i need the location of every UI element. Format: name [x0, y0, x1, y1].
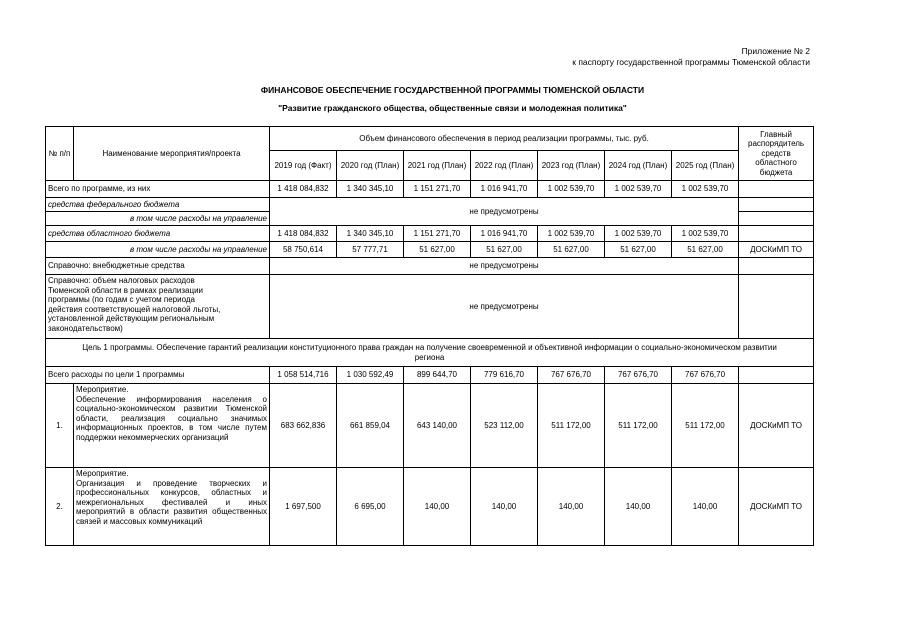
header-year-2023: 2023 год (План) [538, 151, 605, 181]
value-cell: 51 627,00 [605, 242, 672, 258]
row-total-label: Всего по программе, из них [46, 181, 270, 198]
measure-2-heading: Мероприятие. [76, 469, 129, 478]
manager-cell [739, 226, 814, 242]
value-cell: 899 644,70 [404, 367, 471, 384]
value-cell: 51 627,00 [471, 242, 538, 258]
measure-1-description [74, 384, 270, 468]
value-cell: 1 697,500 [270, 468, 337, 546]
manager-cell [739, 212, 814, 226]
value-cell: 140,00 [404, 468, 471, 546]
table-row [46, 275, 814, 339]
measure-1-text: Обеспечение информирования населения о социально-экономическом развитии Тюменской области, реализация социально значимых информационных проектов, в том числе путем поддержки некоммерческих организаций [76, 394, 267, 442]
header-year-2022: 2022 год (План) [471, 151, 538, 181]
value-cell: 767 676,70 [672, 367, 739, 384]
header-num: № п/п [46, 127, 74, 181]
header-year-2024: 2024 год (План) [605, 151, 672, 181]
header-year-2020: 2020 год (План) [337, 151, 404, 181]
appendix-line-2: к паспорту государственной программы Тюменской области [572, 57, 810, 67]
header-funding: Объем финансового обеспечения в период реализации программы, тыс. руб. [270, 127, 739, 151]
header-year-2021: 2021 год (План) [404, 151, 471, 181]
goal-text: Цель 1 программы. Обеспечение гарантий реализации конституционного права граждан на получение своевременной и объективной информации о социально-экономическом развитии региона [46, 339, 814, 367]
value-cell: 1 030 592,49 [337, 367, 404, 384]
measure-2-description [74, 468, 270, 546]
measure-2-text: Организация и проведение творческих и профессиональных конкурсов, областных и межрегиональных фестивалей и иных мероприятий в области развития общественных связей и массовых коммуникаций [76, 478, 267, 526]
value-cell: 58 750,614 [270, 242, 337, 258]
manager-cell: ДОСКиМП ТО [739, 384, 814, 468]
value-cell: 1 016 941,70 [471, 226, 538, 242]
value-cell: 511 172,00 [605, 384, 672, 468]
value-cell: 1 151 271,70 [404, 181, 471, 198]
value-cell: 511 172,00 [672, 384, 739, 468]
value-cell: 1 002 539,70 [672, 181, 739, 198]
value-cell: 767 676,70 [538, 367, 605, 384]
row-federal-sub-label: в том числе расходы на управление [46, 212, 270, 226]
manager-cell [739, 181, 814, 198]
value-cell: 140,00 [538, 468, 605, 546]
value-cell: 1 340 345,10 [337, 181, 404, 198]
value-cell: 779 616,70 [471, 367, 538, 384]
funding-table [45, 126, 814, 546]
value-cell: 643 140,00 [404, 384, 471, 468]
row-regional-label: средства областного бюджета [46, 226, 270, 242]
table-row [46, 198, 814, 212]
value-cell: 140,00 [605, 468, 672, 546]
document-title: ФИНАНСОВОЕ ОБЕСПЕЧЕНИЕ ГОСУДАРСТВЕННОЙ ПРОГРАММЫ ТЮМЕНСКОЙ ОБЛАСТИ [260, 85, 645, 95]
row-federal-label: средства федерального бюджета [46, 198, 270, 212]
value-cell: 1 002 539,70 [672, 226, 739, 242]
appendix-line-1: Приложение № 2 [741, 46, 810, 56]
header-year-2019: 2019 год (Факт) [270, 151, 337, 181]
manager-cell: ДОСКиМП ТО [739, 242, 814, 258]
header-year-2025: 2025 год (План) [672, 151, 739, 181]
value-cell: 1 340 345,10 [337, 226, 404, 242]
row-regional-mgmt-label: в том числе расходы на управление [46, 242, 270, 258]
measure-2-num: 2. [46, 468, 74, 546]
table-row [46, 384, 814, 468]
table-row [46, 226, 814, 242]
measure-1-num: 1. [46, 384, 74, 468]
value-cell: 523 112,00 [471, 384, 538, 468]
value-cell: 1 418 084,832 [270, 181, 337, 198]
extra-note: не предусмотрены [270, 258, 739, 275]
federal-note: не предусмотрены [270, 198, 739, 226]
manager-cell: ДОСКиМП ТО [739, 468, 814, 546]
header-name: Наименование мероприятия/проекта [74, 127, 270, 181]
appendix-note [572, 46, 810, 68]
value-cell: 140,00 [471, 468, 538, 546]
value-cell: 1 418 084,832 [270, 226, 337, 242]
value-cell: 1 002 539,70 [605, 226, 672, 242]
measure-1-heading: Мероприятие. [76, 385, 129, 394]
value-cell: 1 151 271,70 [404, 226, 471, 242]
manager-cell [739, 367, 814, 384]
value-cell: 1 002 539,70 [605, 181, 672, 198]
manager-cell [739, 258, 814, 275]
value-cell: 1 016 941,70 [471, 181, 538, 198]
tax-note: не предусмотрены [270, 275, 739, 339]
table-row [46, 181, 814, 198]
row-tax-label: Справочно: объем налоговых расходов Тюменской области в рамках реализации программы (по годам с учетом периода действия соответствующей налоговой льготы, установленной действующим региональным законодательством) [46, 275, 270, 339]
value-cell: 6 695,00 [337, 468, 404, 546]
value-cell: 511 172,00 [538, 384, 605, 468]
row-goal-total-label: Всего расходы по цели 1 программы [46, 367, 270, 384]
table-row [46, 258, 814, 275]
manager-cell [739, 275, 814, 339]
table-row [46, 367, 814, 384]
manager-cell [739, 198, 814, 212]
value-cell: 767 676,70 [605, 367, 672, 384]
value-cell: 140,00 [672, 468, 739, 546]
value-cell: 1 002 539,70 [538, 226, 605, 242]
row-extra-label: Справочно: внебюджетные средства [46, 258, 270, 275]
table-row [46, 242, 814, 258]
header-manager: Главный распорядитель средств областного бюджета [739, 127, 814, 181]
value-cell: 661 859,04 [337, 384, 404, 468]
value-cell: 1 058 514,716 [270, 367, 337, 384]
value-cell: 51 627,00 [404, 242, 471, 258]
value-cell: 1 002 539,70 [538, 181, 605, 198]
value-cell: 57 777,71 [337, 242, 404, 258]
document-subtitle: "Развитие гражданского общества, общественные связи и молодежная политика" [278, 103, 627, 113]
table-row [46, 468, 814, 546]
value-cell: 51 627,00 [538, 242, 605, 258]
table-row [46, 339, 814, 367]
value-cell: 51 627,00 [672, 242, 739, 258]
value-cell: 683 662,836 [270, 384, 337, 468]
